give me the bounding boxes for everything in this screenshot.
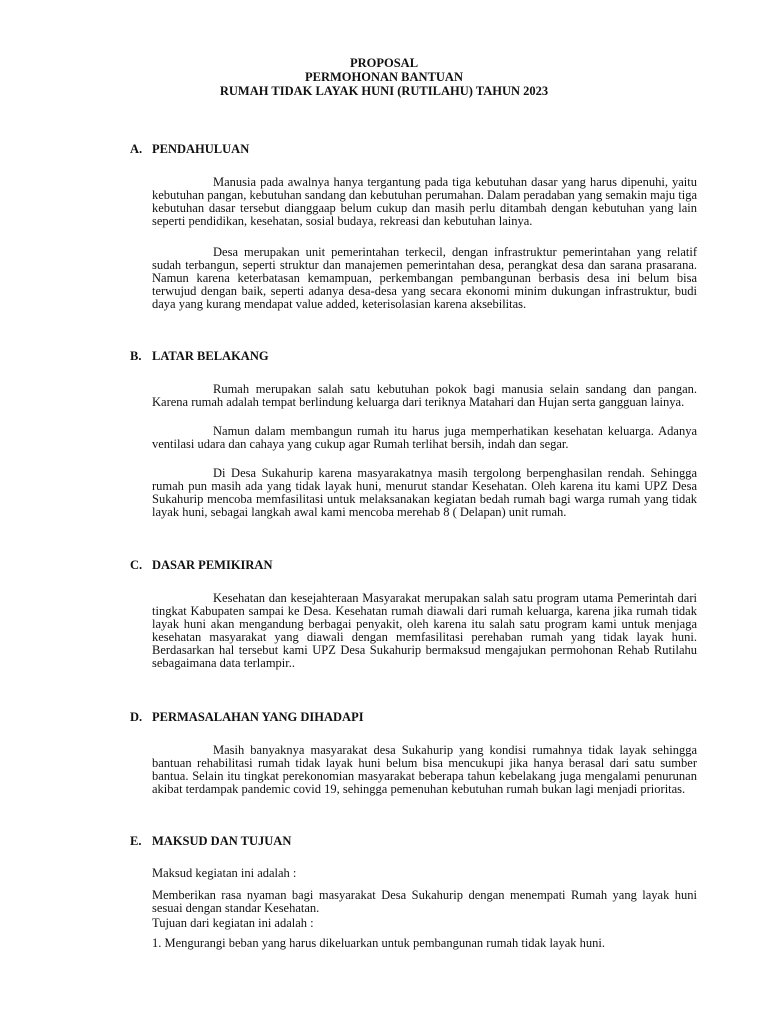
section-c-letter: C. — [130, 558, 143, 572]
section-d-heading — [130, 710, 364, 724]
section-b-paragraph-3: Di Desa Sukahurip karena masyarakatnya masih tergolong berpenghasilan rendah. Sehingga rumah pun masih ada yang tidak layak huni, menurut standar Kesehatan. Oleh karena itu kami UPZ Desa Sukahurip mencoba memfasilitasi untuk melaksanakan kegiatan bedah rumah bagi warga rumah yang tidak layak huni, sebagai langkah awal kami mencoba merehab 8 ( Delapan) unit rumah. — [152, 466, 697, 519]
title-line-2: PERMOHONAN BANTUAN — [305, 70, 463, 84]
section-a-heading — [130, 142, 249, 156]
section-e-letter: E. — [130, 834, 142, 848]
title-line-1: PROPOSAL — [349, 56, 419, 70]
section-d-paragraph-1: Masih banyaknya masyarakat desa Sukahurip yang kondisi rumahnya tidak layak sehingga bantuan rehabilitasi rumah tidak layak huni belum bisa mencukupi jika hanya berasal dari satu sumber bantua. Selain itu tingkat perekonomian masyarakat beberapa tahun kebelakang juga mengalami penurunan akibat terdampak pandemic covid 19, sehingga pemenuhan kebutuhan rumah bukan lagi menjadi prioritas. — [152, 743, 697, 796]
section-b-letter: B. — [130, 349, 142, 363]
section-c-title: DASAR PEMIKIRAN — [152, 558, 273, 572]
section-e-title: MAKSUD DAN TUJUAN — [152, 834, 292, 848]
section-b-paragraph-1: Rumah merupakan salah satu kebutuhan pokok bagi manusia selain sandang dan pangan. Karena rumah adalah tempat berlindung keluarga dari teriknya Matahari dan Hujan serta gangguan lainya. — [152, 382, 697, 409]
section-b-heading — [130, 349, 269, 363]
section-d-title: PERMASALAHAN YANG DIHADAPI — [152, 710, 364, 724]
section-b-paragraph-2: Namun dalam membangun rumah itu harus juga memperhatikan kesehatan keluarga. Adanya ventilasi udara dan cahaya yang cukup agar Rumah terlihat bersih, indah dan segar. — [152, 424, 697, 451]
section-a-paragraph-1: Manusia pada awalnya hanya tergantung pada tiga kebutuhan dasar yang harus dipenuhi, yaitu kebutuhan pangan, kebutuhan sandang dan kebutuhan perumahan. Dalam peradaban yang semakin maju tiga kebutuhan dasar tersebut dianggaap belum cukup dan masih perlu ditambah dengan kebutuhan yang lain seperti pendidikan, kesehatan, sosial budaya, rekreasi dan kebutuhan lainya. — [152, 175, 697, 228]
section-e-list-item-1: 1. Mengurangi beban yang harus dikeluarkan untuk pembangunan rumah tidak layak huni. — [152, 936, 606, 950]
section-e-paragraph-3: Tujuan dari kegiatan ini adalah : — [152, 916, 314, 930]
section-a-letter: A. — [130, 142, 143, 156]
section-c-paragraph-1: Kesehatan dan kesejahteraan Masyarakat merupakan salah satu program utama Pemerintah dari tingkat Kabupaten sampai ke Desa. Kesehatan rumah diawali dari rumah keluarga, karena jika rumah tidak layak huni akan mengandung berbagai penyakit, oleh karena itu salah satu program kami untuk menjaga kesehatan masyarakat yang diawali dengan memfasilitasi perehaban rumah yang tidak layak huni. Berdasarkan hal tersebut kami UPZ Desa Sukahurip bermaksud mengajukan permohonan Rehab Rutilahu sebagaimana data terlampir.. — [152, 591, 697, 670]
section-a-paragraph-2: Desa merupakan unit pemerintahan terkecil, dengan infrastruktur pemerintahan yang relatif sudah terbangun, seperti struktur dan manajemen pemerintahan desa, perangkat desa dan sarana prasarana. Namun karena keterbatasan kemampuan, perkembangan pembangunan berbasis desa ini belum bisa terwujud dengan baik, seperti adanya desa-desa yang secara ekonomi minim dukungan infrastruktur, budi daya yang kurang mendapat value added, keterisolasian karena aksebilitas. — [152, 245, 697, 311]
section-e-heading — [130, 834, 291, 848]
section-e-paragraph-2: Memberikan rasa nyaman bagi masyarakat Desa Sukahurip dengan menempati Rumah yang layak huni sesuai dengan standar Kesehatan. — [152, 888, 697, 915]
section-b-title: LATAR BELAKANG — [152, 349, 269, 363]
document-title — [0, 56, 768, 98]
section-c-heading — [130, 558, 273, 572]
section-a-title: PENDAHULUAN — [152, 142, 250, 156]
section-e-paragraph-1: Maksud kegiatan ini adalah : — [152, 866, 297, 880]
section-d-letter: D. — [130, 710, 143, 724]
title-line-3: RUMAH TIDAK LAYAK HUNI (RUTILAHU) TAHUN 2023 — [219, 84, 549, 98]
